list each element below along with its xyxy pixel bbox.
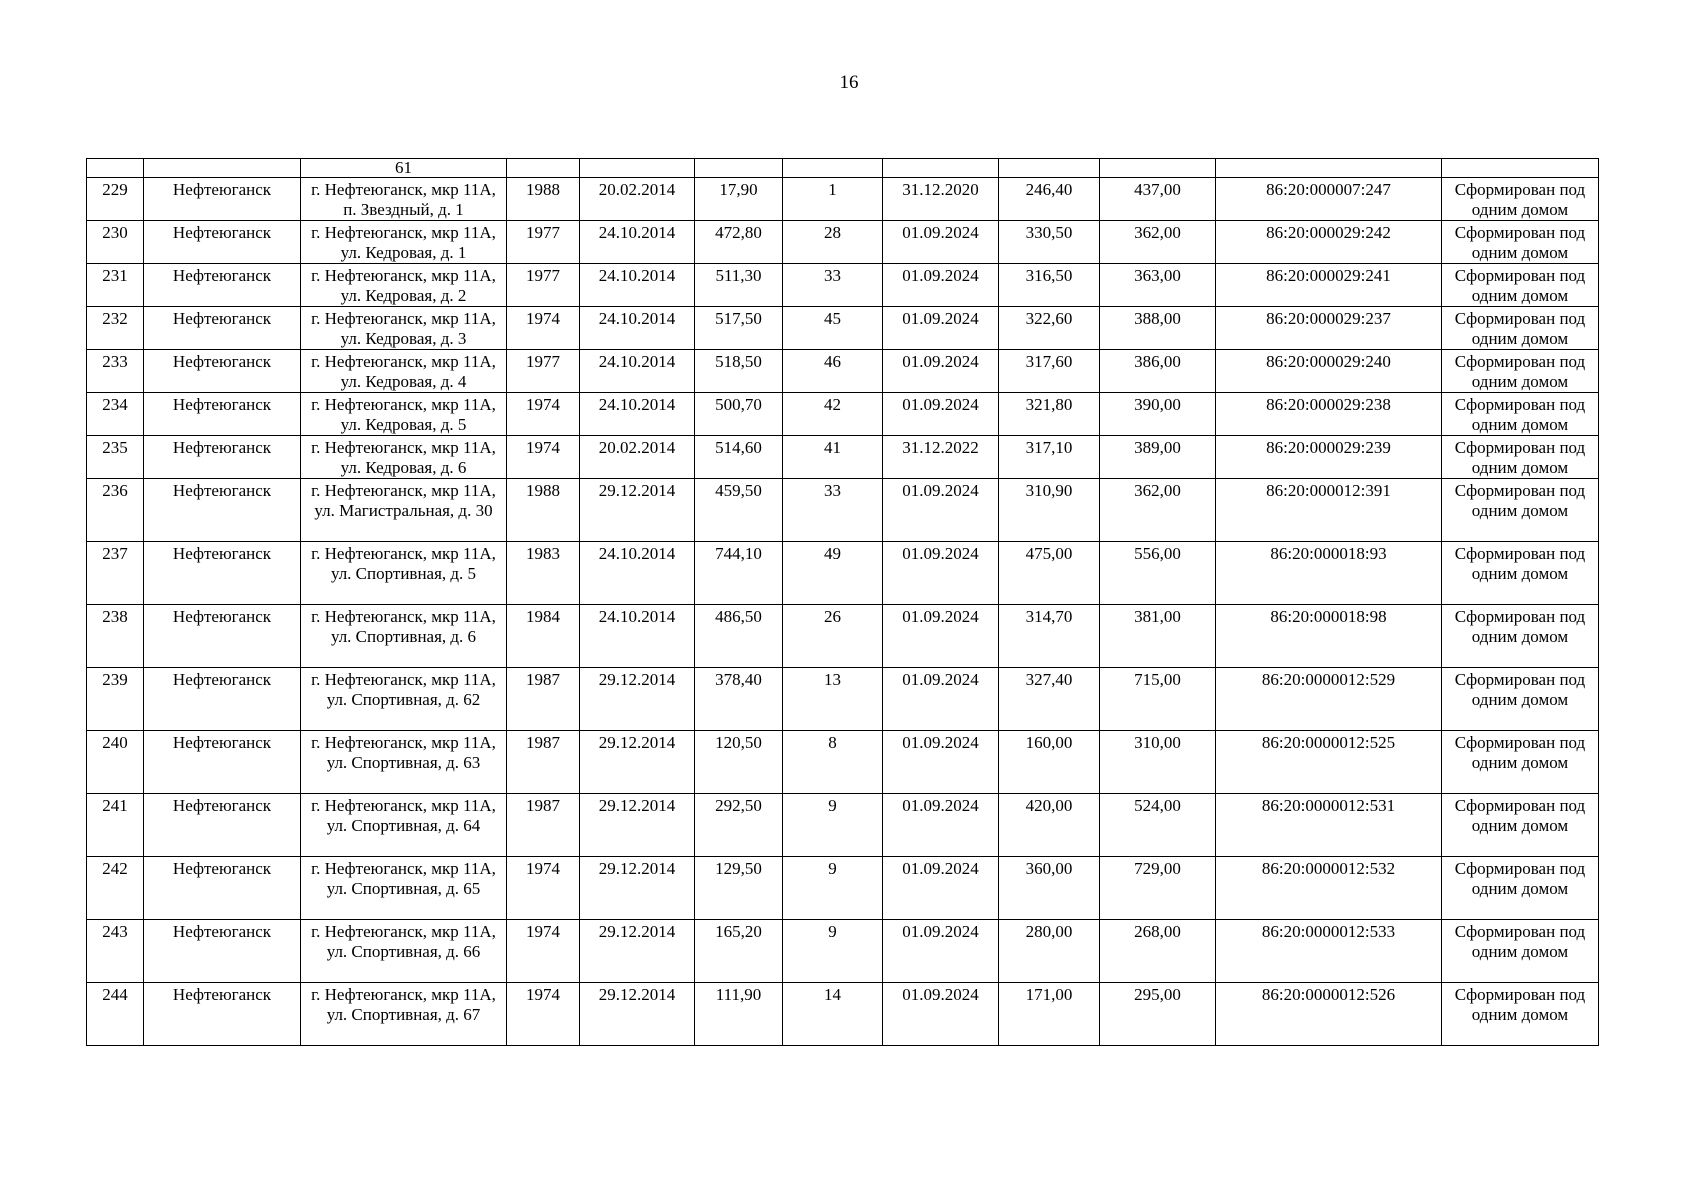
cell-due-date: 01.09.2024 [883, 307, 999, 350]
cell-date: 29.12.2014 [580, 920, 695, 983]
table-row [87, 668, 1599, 731]
cell-due-date: 01.09.2024 [883, 393, 999, 436]
cell-date: 24.10.2014 [580, 221, 695, 264]
cell-year: 1977 [507, 221, 580, 264]
cell-count: 42 [783, 393, 883, 436]
cell-due-date: 01.09.2024 [883, 857, 999, 920]
cell-value-2: 362,00 [1100, 221, 1216, 264]
cell-value-2: 362,00 [1100, 479, 1216, 542]
cell-value-2: 715,00 [1100, 668, 1216, 731]
cell-status: Сформирован под одним домом [1442, 350, 1599, 393]
cell-value-1: 327,40 [999, 668, 1100, 731]
cell-city: Нефтеюганск [144, 436, 301, 479]
cell-year: 1974 [507, 920, 580, 983]
cell-number: 239 [87, 668, 144, 731]
cell-address: г. Нефтеюганск, мкр 11А, ул. Кедровая, д. 5 [301, 393, 507, 436]
cell-status [1442, 159, 1599, 178]
table-row [87, 983, 1599, 1046]
cell-year: 1977 [507, 264, 580, 307]
cell-value-2: 389,00 [1100, 436, 1216, 479]
cell-city: Нефтеюганск [144, 542, 301, 605]
cell-year: 1987 [507, 668, 580, 731]
table-row [87, 393, 1599, 436]
cell-cadastral: 86:20:0000012:533 [1216, 920, 1442, 983]
cell-area: 459,50 [695, 479, 783, 542]
cell-count: 26 [783, 605, 883, 668]
cell-count: 28 [783, 221, 883, 264]
cell-status: Сформирован под одним домом [1442, 542, 1599, 605]
cell-date: 29.12.2014 [580, 794, 695, 857]
cell-number: 236 [87, 479, 144, 542]
cell-year [507, 159, 580, 178]
cell-city: Нефтеюганск [144, 794, 301, 857]
cell-area: 120,50 [695, 731, 783, 794]
cell-status: Сформирован под одним домом [1442, 605, 1599, 668]
cell-due-date: 01.09.2024 [883, 983, 999, 1046]
cell-city: Нефтеюганск [144, 605, 301, 668]
cell-date: 24.10.2014 [580, 264, 695, 307]
cell-count [783, 159, 883, 178]
cell-date: 24.10.2014 [580, 542, 695, 605]
page-number: 16 [839, 72, 859, 93]
cell-area: 500,70 [695, 393, 783, 436]
cell-year: 1988 [507, 178, 580, 221]
cell-number: 231 [87, 264, 144, 307]
cell-value-1: 160,00 [999, 731, 1100, 794]
cell-city: Нефтеюганск [144, 393, 301, 436]
cell-date: 29.12.2014 [580, 857, 695, 920]
cell-due-date: 01.09.2024 [883, 542, 999, 605]
cell-date: 24.10.2014 [580, 393, 695, 436]
cell-value-2: 390,00 [1100, 393, 1216, 436]
cell-cadastral: 86:20:0000012:531 [1216, 794, 1442, 857]
cell-address: г. Нефтеюганск, мкр 11А, ул. Кедровая, д. 1 [301, 221, 507, 264]
cell-value-2: 386,00 [1100, 350, 1216, 393]
cell-value-1: 475,00 [999, 542, 1100, 605]
cell-address: г. Нефтеюганск, мкр 11А, п. Звездный, д. 1 [301, 178, 507, 221]
cell-count: 9 [783, 857, 883, 920]
cell-cadastral [1216, 159, 1442, 178]
cell-area: 472,80 [695, 221, 783, 264]
cell-date: 24.10.2014 [580, 350, 695, 393]
cell-year: 1987 [507, 794, 580, 857]
cell-address: г. Нефтеюганск, мкр 11А, ул. Спортивная, д. 63 [301, 731, 507, 794]
cell-value-2: 388,00 [1100, 307, 1216, 350]
cell-status: Сформирован под одним домом [1442, 436, 1599, 479]
cell-city: Нефтеюганск [144, 668, 301, 731]
cell-value-1: 280,00 [999, 920, 1100, 983]
cell-address: г. Нефтеюганск, мкр 11А, ул. Спортивная, д. 65 [301, 857, 507, 920]
cell-status: Сформирован под одним домом [1442, 920, 1599, 983]
cell-status: Сформирован под одним домом [1442, 857, 1599, 920]
cell-value-2: 524,00 [1100, 794, 1216, 857]
cell-date: 29.12.2014 [580, 668, 695, 731]
cell-area: 111,90 [695, 983, 783, 1046]
cell-status: Сформирован под одним домом [1442, 307, 1599, 350]
cell-due-date [883, 159, 999, 178]
cell-year: 1974 [507, 983, 580, 1046]
cell-value-2 [1100, 159, 1216, 178]
cell-value-1: 322,60 [999, 307, 1100, 350]
cell-due-date: 01.09.2024 [883, 350, 999, 393]
cell-due-date: 01.09.2024 [883, 221, 999, 264]
cell-number: 241 [87, 794, 144, 857]
table-row [87, 479, 1599, 542]
cell-date: 20.02.2014 [580, 436, 695, 479]
cell-number: 243 [87, 920, 144, 983]
cell-number: 229 [87, 178, 144, 221]
table-row [87, 731, 1599, 794]
table-row [87, 542, 1599, 605]
cell-cadastral: 86:20:0000012:529 [1216, 668, 1442, 731]
cell-number: 240 [87, 731, 144, 794]
cell-due-date: 01.09.2024 [883, 479, 999, 542]
cell-status: Сформирован под одним домом [1442, 983, 1599, 1046]
cell-city: Нефтеюганск [144, 178, 301, 221]
table-body [87, 159, 1599, 1046]
cell-year: 1974 [507, 393, 580, 436]
cell-value-1: 310,90 [999, 479, 1100, 542]
cell-count: 33 [783, 479, 883, 542]
cell-city: Нефтеюганск [144, 307, 301, 350]
cell-city: Нефтеюганск [144, 350, 301, 393]
cell-number [87, 159, 144, 178]
cell-area: 511,30 [695, 264, 783, 307]
table-row [87, 307, 1599, 350]
cell-status: Сформирован под одним домом [1442, 479, 1599, 542]
cell-year: 1974 [507, 857, 580, 920]
cell-city: Нефтеюганск [144, 731, 301, 794]
cell-status: Сформирован под одним домом [1442, 178, 1599, 221]
cell-date: 24.10.2014 [580, 605, 695, 668]
table-row [87, 178, 1599, 221]
cell-address: г. Нефтеюганск, мкр 11А, ул. Спортивная, д. 67 [301, 983, 507, 1046]
cell-address: г. Нефтеюганск, мкр 11А, ул. Кедровая, д. 3 [301, 307, 507, 350]
cell-value-2: 729,00 [1100, 857, 1216, 920]
cell-count: 13 [783, 668, 883, 731]
cell-cadastral: 86:20:0000012:525 [1216, 731, 1442, 794]
cell-number: 237 [87, 542, 144, 605]
cell-number: 233 [87, 350, 144, 393]
cell-status: Сформирован под одним домом [1442, 264, 1599, 307]
cell-address: г. Нефтеюганск, мкр 11А, ул. Кедровая, д. 4 [301, 350, 507, 393]
cell-status: Сформирован под одним домом [1442, 731, 1599, 794]
cell-year: 1988 [507, 479, 580, 542]
cell-count: 41 [783, 436, 883, 479]
cell-address: г. Нефтеюганск, мкр 11А, ул. Кедровая, д. 6 [301, 436, 507, 479]
cell-count: 49 [783, 542, 883, 605]
cell-address: г. Нефтеюганск, мкр 11А, ул. Спортивная, д. 6 [301, 605, 507, 668]
cell-date [580, 159, 695, 178]
cell-year: 1984 [507, 605, 580, 668]
cell-year: 1977 [507, 350, 580, 393]
cell-count: 8 [783, 731, 883, 794]
cell-city: Нефтеюганск [144, 983, 301, 1046]
cell-address: г. Нефтеюганск, мкр 11А, ул. Спортивная, д. 64 [301, 794, 507, 857]
cell-city: Нефтеюганск [144, 479, 301, 542]
cell-number: 244 [87, 983, 144, 1046]
cell-area: 378,40 [695, 668, 783, 731]
cell-date: 29.12.2014 [580, 983, 695, 1046]
cell-count: 9 [783, 920, 883, 983]
cell-address: г. Нефтеюганск, мкр 11А, ул. Спортивная, д. 62 [301, 668, 507, 731]
cell-count: 9 [783, 794, 883, 857]
cell-address: г. Нефтеюганск, мкр 11А, ул. Магистральная, д. 30 [301, 479, 507, 542]
cell-city: Нефтеюганск [144, 264, 301, 307]
cell-due-date: 31.12.2020 [883, 178, 999, 221]
cell-area: 17,90 [695, 178, 783, 221]
cell-area: 744,10 [695, 542, 783, 605]
cell-date: 29.12.2014 [580, 731, 695, 794]
cell-cadastral: 86:20:000018:93 [1216, 542, 1442, 605]
cell-value-2: 556,00 [1100, 542, 1216, 605]
cell-number: 230 [87, 221, 144, 264]
cell-date: 29.12.2014 [580, 479, 695, 542]
cell-area [695, 159, 783, 178]
cell-value-1: 171,00 [999, 983, 1100, 1046]
cell-count: 45 [783, 307, 883, 350]
cell-city: Нефтеюганск [144, 920, 301, 983]
cell-year: 1974 [507, 307, 580, 350]
cell-year: 1987 [507, 731, 580, 794]
table-row [87, 350, 1599, 393]
cell-number: 232 [87, 307, 144, 350]
cell-count: 1 [783, 178, 883, 221]
cell-value-1: 330,50 [999, 221, 1100, 264]
cell-cadastral: 86:20:0000012:532 [1216, 857, 1442, 920]
cell-city: Нефтеюганск [144, 221, 301, 264]
cell-value-1: 246,40 [999, 178, 1100, 221]
cell-value-2: 268,00 [1100, 920, 1216, 983]
cell-due-date: 01.09.2024 [883, 264, 999, 307]
cell-date: 20.02.2014 [580, 178, 695, 221]
cell-number: 238 [87, 605, 144, 668]
cell-year: 1983 [507, 542, 580, 605]
cell-value-1: 317,60 [999, 350, 1100, 393]
cell-value-1: 314,70 [999, 605, 1100, 668]
cell-value-1: 321,80 [999, 393, 1100, 436]
housing-registry-table [86, 158, 1599, 1046]
cell-area: 517,50 [695, 307, 783, 350]
cell-year: 1974 [507, 436, 580, 479]
cell-cadastral: 86:20:000029:238 [1216, 393, 1442, 436]
cell-address: г. Нефтеюганск, мкр 11А, ул. Кедровая, д. 2 [301, 264, 507, 307]
cell-value-1: 420,00 [999, 794, 1100, 857]
cell-number: 235 [87, 436, 144, 479]
cell-cadastral: 86:20:000029:239 [1216, 436, 1442, 479]
cell-cadastral: 86:20:000012:391 [1216, 479, 1442, 542]
cell-due-date: 01.09.2024 [883, 794, 999, 857]
cell-area: 129,50 [695, 857, 783, 920]
table-row [87, 605, 1599, 668]
cell-city: Нефтеюганск [144, 857, 301, 920]
cell-cadastral: 86:20:000029:237 [1216, 307, 1442, 350]
cell-cadastral: 86:20:0000012:526 [1216, 983, 1442, 1046]
cell-due-date: 01.09.2024 [883, 668, 999, 731]
cell-value-2: 363,00 [1100, 264, 1216, 307]
cell-value-2: 295,00 [1100, 983, 1216, 1046]
cell-city [144, 159, 301, 178]
cell-value-1: 360,00 [999, 857, 1100, 920]
cell-cadastral: 86:20:000029:241 [1216, 264, 1442, 307]
cell-due-date: 01.09.2024 [883, 605, 999, 668]
cell-number: 234 [87, 393, 144, 436]
cell-count: 33 [783, 264, 883, 307]
cell-status: Сформирован под одним домом [1442, 393, 1599, 436]
cell-date: 24.10.2014 [580, 307, 695, 350]
cell-count: 14 [783, 983, 883, 1046]
cell-cadastral: 86:20:000029:240 [1216, 350, 1442, 393]
cell-address: 61 [301, 159, 507, 178]
cell-value-2: 437,00 [1100, 178, 1216, 221]
cell-cadastral: 86:20:000007:247 [1216, 178, 1442, 221]
cell-status: Сформирован под одним домом [1442, 221, 1599, 264]
cell-area: 518,50 [695, 350, 783, 393]
cell-area: 165,20 [695, 920, 783, 983]
table-row [87, 920, 1599, 983]
table-row [87, 436, 1599, 479]
cell-value-1: 316,50 [999, 264, 1100, 307]
table-row [87, 221, 1599, 264]
cell-value-1: 317,10 [999, 436, 1100, 479]
cell-value-1 [999, 159, 1100, 178]
cell-number: 242 [87, 857, 144, 920]
cell-due-date: 31.12.2022 [883, 436, 999, 479]
cell-area: 514,60 [695, 436, 783, 479]
cell-count: 46 [783, 350, 883, 393]
table-row [87, 857, 1599, 920]
cell-area: 292,50 [695, 794, 783, 857]
cell-address: г. Нефтеюганск, мкр 11А, ул. Спортивная, д. 66 [301, 920, 507, 983]
cell-value-2: 381,00 [1100, 605, 1216, 668]
cell-due-date: 01.09.2024 [883, 920, 999, 983]
cell-cadastral: 86:20:000018:98 [1216, 605, 1442, 668]
cell-status: Сформирован под одним домом [1442, 794, 1599, 857]
table-row [87, 794, 1599, 857]
cell-value-2: 310,00 [1100, 731, 1216, 794]
cell-cadastral: 86:20:000029:242 [1216, 221, 1442, 264]
cell-area: 486,50 [695, 605, 783, 668]
table-row [87, 264, 1599, 307]
cell-status: Сформирован под одним домом [1442, 668, 1599, 731]
cell-address: г. Нефтеюганск, мкр 11А, ул. Спортивная, д. 5 [301, 542, 507, 605]
table-row-continuation [87, 159, 1599, 178]
cell-due-date: 01.09.2024 [883, 731, 999, 794]
